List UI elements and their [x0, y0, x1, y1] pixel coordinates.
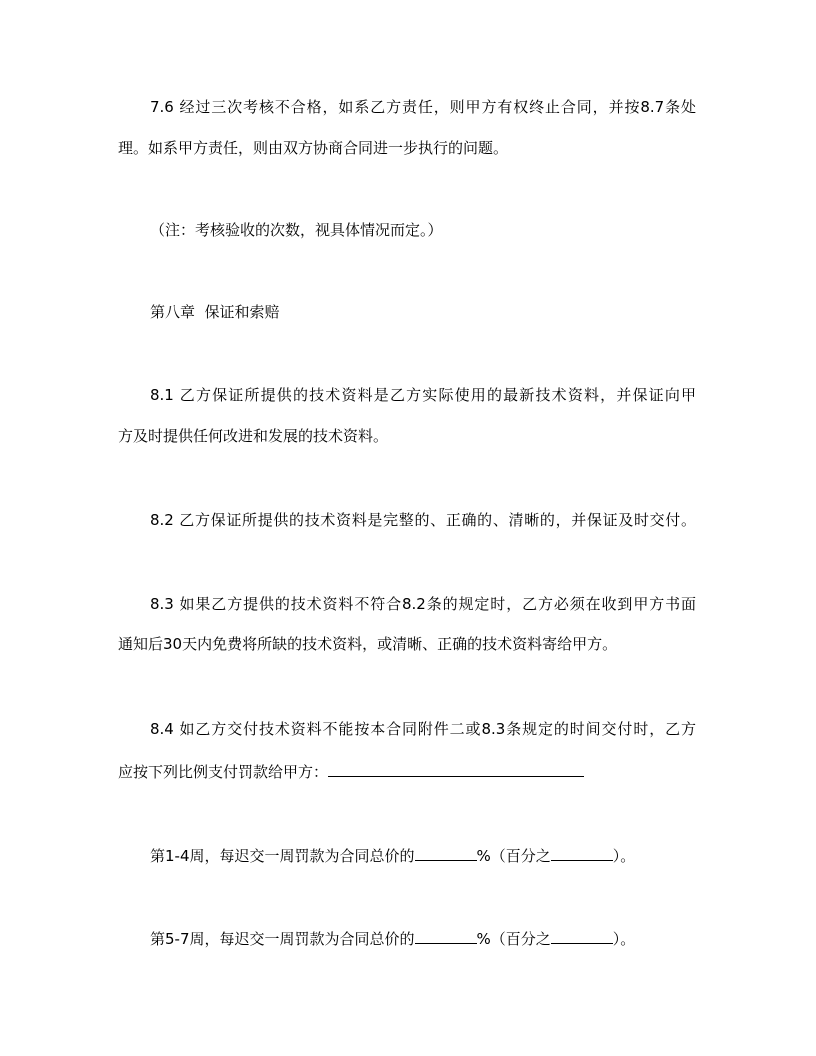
penalty-week-5-7-middle: %（百分之: [476, 930, 551, 948]
clause-8-2: 8.2 乙方保证所提供的技术资料是完整的、正确的、清晰的，并保证及时交付。: [150, 511, 696, 529]
clause-8-1-line-1: 8.1 乙方保证所提供的技术资料是乙方实际使用的最新技术资料，并保证向甲: [150, 386, 696, 404]
penalty-week-1-4-prefix: 第1-4周，每迟交一周罚款为合同总价的: [150, 847, 415, 865]
chapter-heading: 第八章 保证和索赔: [150, 303, 280, 321]
clause-8-1-line-2: 方及时提供任何改进和发展的技术资料。: [118, 427, 389, 445]
clause-7-6-line-1: 7.6 经过三次考核不合格，如系乙方责任，则甲方有权终止合同，并按8.7条处: [150, 98, 696, 116]
clause-8-4-line-2: [118, 760, 584, 782]
percent-words-blank-2[interactable]: [551, 927, 613, 944]
penalty-week-1-4-middle: %（百分之: [476, 847, 551, 865]
penalty-week-1-4: [150, 844, 635, 866]
note-text: （注：考核验收的次数，视具体情况而定。）: [150, 221, 443, 239]
penalty-rate-blank[interactable]: [328, 760, 584, 777]
penalty-week-5-7: [150, 927, 635, 949]
clause-7-6-line-2: 理。如系甲方责任，则由双方协商合同进一步执行的问题。: [118, 139, 509, 157]
clause-8-4-line-2-text: 应按下列比例支付罚款给甲方：: [118, 763, 329, 781]
clause-8-3-line-2: 通知后30天内免费将所缺的技术资料，或清晰、正确的技术资料寄给甲方。: [118, 635, 618, 653]
percent-blank-2[interactable]: [415, 927, 477, 944]
clause-8-3-line-1: 8.3 如果乙方提供的技术资料不符合8.2条的规定时，乙方必须在收到甲方书面: [150, 595, 696, 613]
percent-blank-1[interactable]: [415, 844, 477, 861]
penalty-week-1-4-suffix: ）。: [612, 847, 636, 865]
clause-8-4-line-1: 8.4 如乙方交付技术资料不能按本合同附件二或8.3条规定的时间交付时，乙方: [150, 720, 696, 738]
penalty-week-5-7-suffix: ）。: [612, 930, 636, 948]
penalty-week-5-7-prefix: 第5-7周，每迟交一周罚款为合同总价的: [150, 930, 415, 948]
percent-words-blank-1[interactable]: [551, 844, 613, 861]
